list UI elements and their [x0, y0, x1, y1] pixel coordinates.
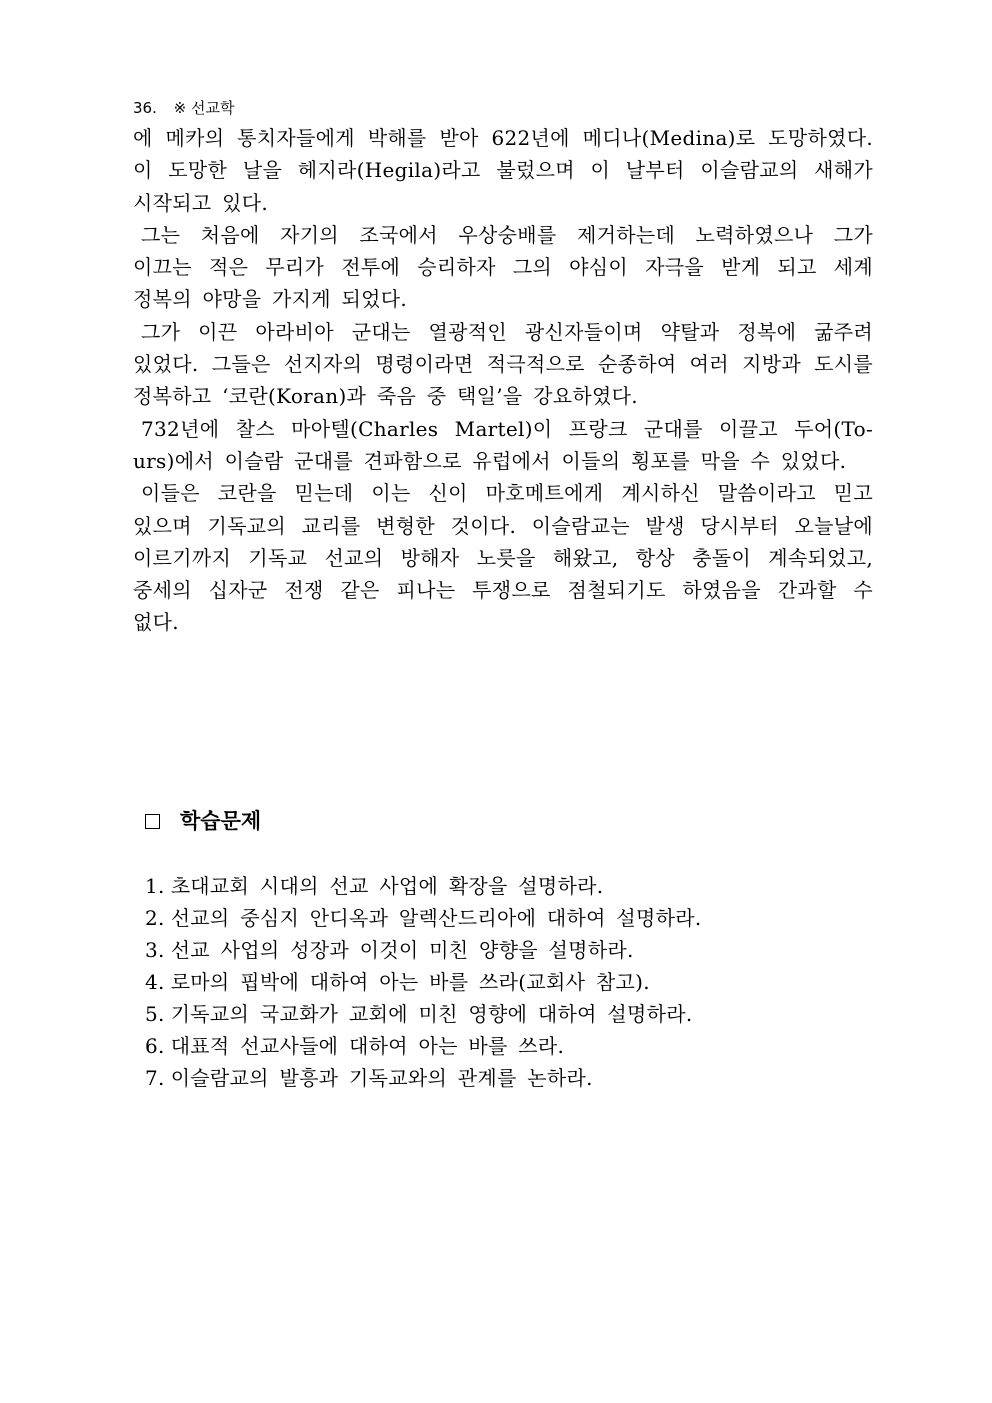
question-number: 1.	[145, 874, 165, 898]
paragraph-4: 732년에 찰스 마아텔(Charles Martel)이 프랑크 군대를 이끌고 두어(To-urs)에서 이슬람 군대를 견파함으로 유럽에서 이들의 횡포를 막을 수 있었다.	[133, 416, 873, 473]
question-item	[145, 966, 702, 998]
page-number: 36.	[133, 99, 157, 117]
question-number: 7.	[145, 1066, 165, 1090]
study-section-heading	[145, 806, 261, 836]
checkbox-square-icon	[145, 814, 160, 829]
question-item	[145, 934, 702, 966]
question-number: 6.	[145, 1034, 165, 1058]
paragraph-5: 이들은 코란을 믿는데 이는 신이 마호메트에게 계시하신 말씀이라고 믿고 있으며 기독교의 교리를 변형한 것이다. 이슬람교는 발생 당시부터 오늘날에 이르기까지 기독교 선교의 방해자 노릇을 해왔고, 항상 충돌이 계속되었고, 중세의 십자군 전쟁 같은 피나는 투쟁으로 점철되기도 하였음을 간과할 수 없다.	[133, 481, 873, 635]
question-number: 3.	[145, 938, 165, 962]
paragraph-1: 에 메카의 통치자들에게 박해를 받아 622년에 메디나(Medina)로 도망하였다. 이 도망한 날을 헤지라(Hegila)라고 불렀으며 이 날부터 이슬람교의 새해가 시작되고 있다.	[133, 126, 873, 215]
question-number: 4.	[145, 970, 165, 994]
question-text: 대표적 선교사들에 대하여 아는 바를 쓰라.	[170, 1034, 565, 1058]
question-item	[145, 998, 702, 1030]
question-text: 로마의 핍박에 대하여 아는 바를 쓰라(교회사 참고).	[170, 970, 650, 994]
question-text: 이슬람교의 발흥과 기독교와의 관계를 논하라.	[170, 1066, 593, 1090]
question-item	[145, 902, 702, 934]
page-header	[133, 98, 234, 118]
question-item	[145, 870, 702, 902]
study-questions-list	[145, 870, 702, 1094]
paragraph-3: 그가 이끈 아라비아 군대는 열광적인 광신자들이며 약탈과 정복에 굶주려 있었다. 그들은 선지자의 명령이라면 적극적으로 순종하여 여러 지방과 도시를 정복하고 ‘코란(Koran)과 죽음 중 택일’을 강요하였다.	[133, 319, 873, 409]
running-title: ※ 선교학	[173, 99, 235, 117]
question-number: 5.	[145, 1002, 165, 1026]
body-text	[133, 122, 873, 639]
question-text: 선교의 중심지 안디옥과 알렉산드리아에 대하여 설명하라.	[170, 906, 702, 930]
question-item	[145, 1030, 702, 1062]
question-number: 2.	[145, 906, 165, 930]
question-item	[145, 1062, 702, 1094]
study-section-title: 학습문제	[180, 809, 262, 833]
paragraph-2: 그는 처음에 자기의 조국에서 우상숭배를 제거하는데 노력하였으나 그가 이끄는 적은 무리가 전투에 승리하자 그의 야심이 자극을 받게 되고 세계 정복의 야망을 가지게 되었다.	[133, 222, 873, 312]
question-text: 초대교회 시대의 선교 사업에 확장을 설명하라.	[170, 874, 604, 898]
question-text: 기독교의 국교화가 교회에 미친 영향에 대하여 설명하라.	[170, 1002, 693, 1026]
question-text: 선교 사업의 성장과 이것이 미친 양향을 설명하라.	[170, 938, 634, 962]
